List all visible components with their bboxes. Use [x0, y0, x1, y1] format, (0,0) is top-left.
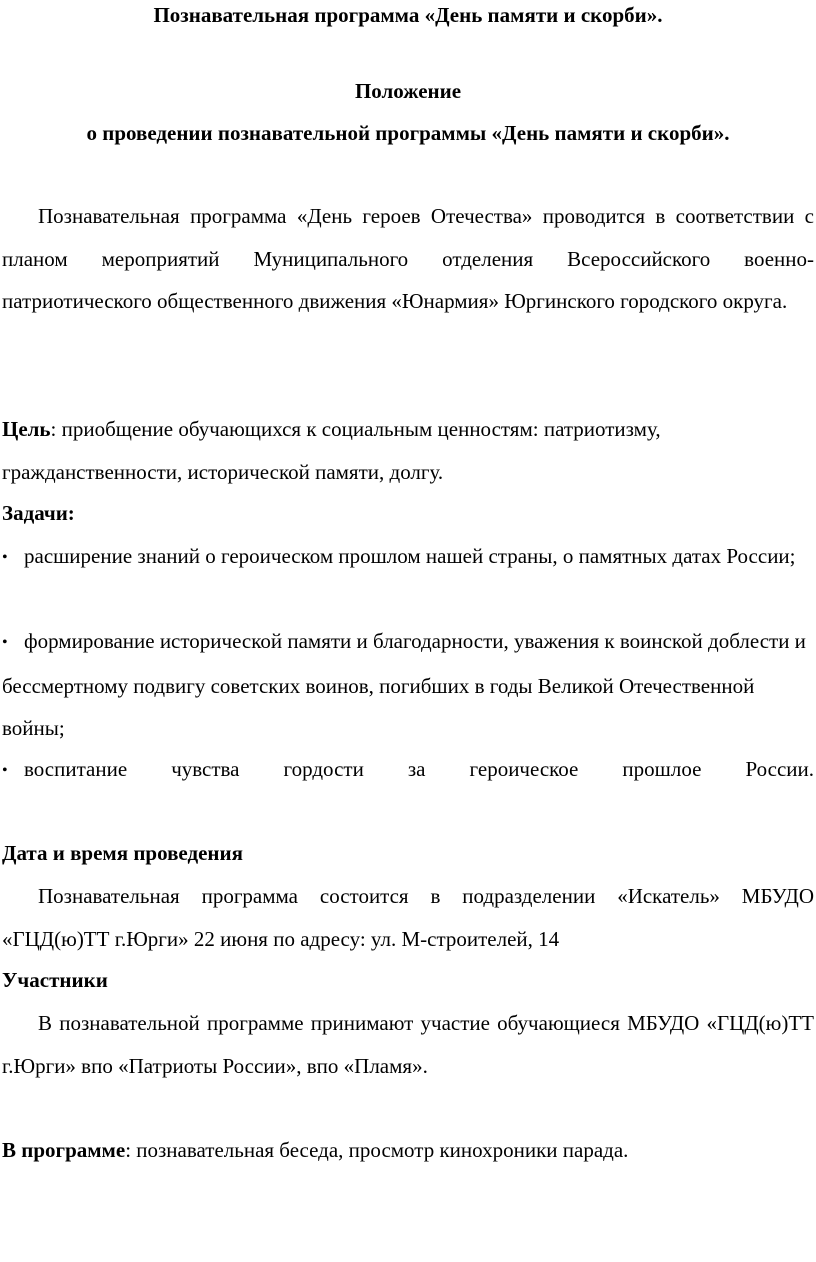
participants-paragraph: В познавательной программе принимают участие обучающиеся МБУДО «ГЦД(ю)ТТ г.Юрги» впо «Патриоты России», впо «Пламя». [2, 1011, 814, 1078]
tasks-label: Задачи: [2, 501, 75, 525]
date-label: Дата и время проведения [2, 841, 243, 865]
goal-text: : приобщение обучающихся к социальным ценностям: патриотизму, гражданственности, исторической памяти, долгу. [2, 417, 661, 484]
bullet-icon: • [2, 634, 8, 651]
list-item [2, 535, 814, 580]
task-item-text: формирование исторической памяти и благодарности, уважения к воинской доблести и бессмертному подвигу советских воинов, погибших в годы Великой Отечественной войны; [2, 629, 806, 740]
goal-label: Цель [2, 417, 51, 441]
program-label: В программе [2, 1138, 126, 1162]
section-heading: Положение [354, 79, 462, 103]
section-subheading: о проведении познавательной программы «День памяти и скорби». [86, 121, 730, 145]
task-item-text: расширение знаний о героическом прошлом нашей страны, о памятных датах России; [24, 544, 796, 568]
list-item [2, 620, 814, 750]
program-text: : познавательная беседа, просмотр кинохроники парада. [125, 1138, 629, 1162]
intro-paragraph: Познавательная программа «День героев Отечества» проводится в соответствии с планом мероприятий Муниципального отделения Всероссийского военно-патриотического общественного движения «Юнармия» Юргинского городского округа. [2, 204, 814, 313]
bullet-icon: • [2, 762, 8, 779]
program-paragraph [2, 1129, 814, 1172]
participants-label: Участники [2, 968, 108, 992]
bullet-icon: • [2, 549, 8, 566]
document-title: Познавательная программа «День памяти и скорби». [153, 3, 663, 27]
list-item [2, 748, 814, 793]
goal-paragraph [2, 408, 814, 493]
date-paragraph: Познавательная программа состоится в подразделении «Искатель» МБУДО «ГЦД(ю)ТТ г.Юрги» 22 июня по адресу: ул. М-строителей, 14 [2, 884, 814, 951]
task-item-text: воспитание чувства гордости за героическое прошлое России. [24, 757, 814, 781]
